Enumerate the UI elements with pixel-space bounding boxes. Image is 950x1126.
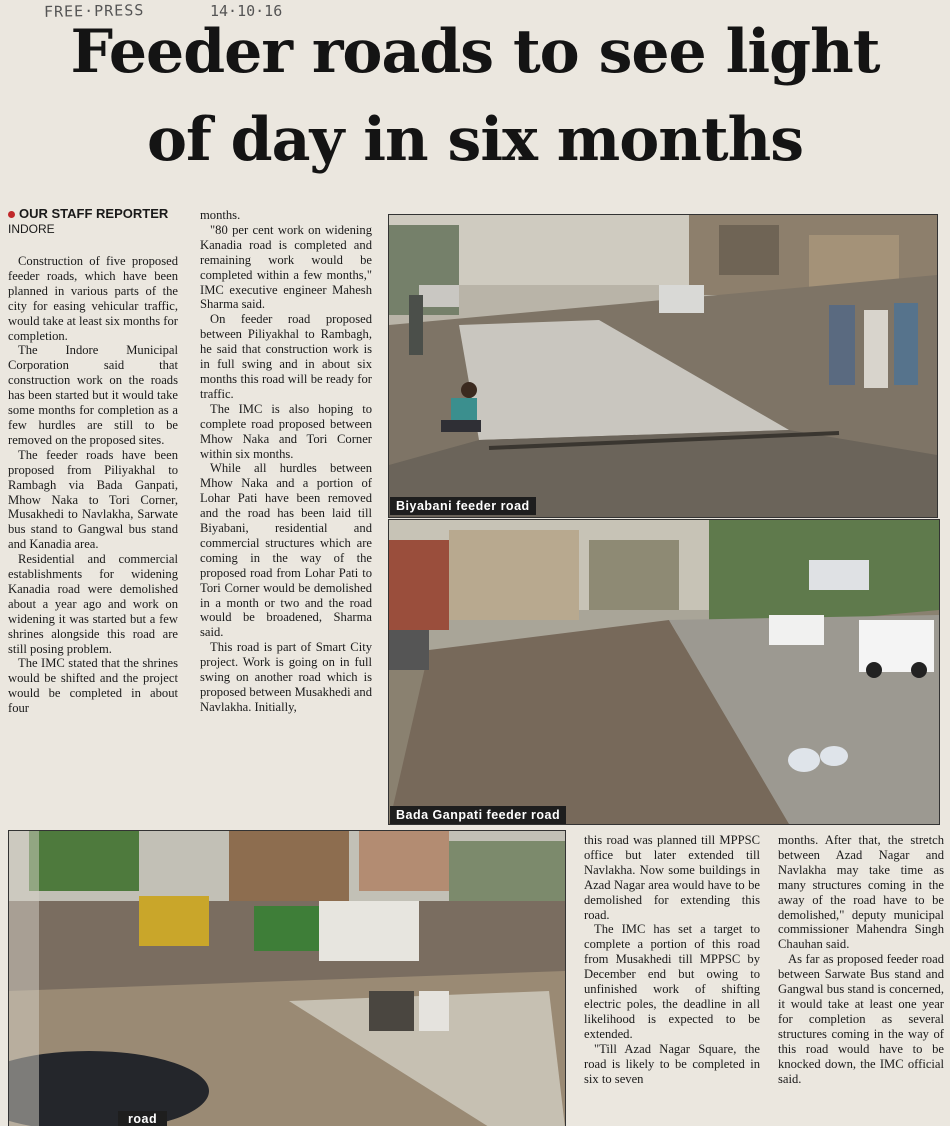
- paragraph: This road is part of Smart City project. Work is going on in full swing on another road which is proposed between Musakhedi and Navlakha. Initially,: [200, 640, 372, 714]
- paragraph: "Till Azad Nagar Square, the road is likely to be completed in six to seven: [584, 1041, 760, 1086]
- date-handwritten-note: 14·10·16: [210, 2, 283, 20]
- photo-third-road: [8, 830, 566, 1126]
- photo-bada-ganpati-road: [388, 519, 940, 825]
- paragraph: The Indore Municipal Corporation said that construction work on the roads has been started but it would take some months for completion as a few hurdles are still to be removed on the proposed sites.: [8, 343, 178, 447]
- photo-caption-bada-ganpati: Bada Ganpati feeder road: [390, 806, 566, 824]
- source-handwritten-note: FREE·PRESS: [43, 1, 145, 21]
- byline-text: OUR STAFF REPORTER: [19, 206, 169, 221]
- paragraph: Residential and commercial establishments for widening Kanadia road were demolished about a year ago and work on widening it was started but a few shrines alongside this road are still posing problem.: [8, 552, 178, 656]
- bullet-dot-icon: [8, 211, 15, 218]
- headline-line-2: of day in six months: [146, 105, 804, 175]
- paragraph: The feeder roads have been proposed from Piliyakhal to Rambagh via Bada Ganpati, Mhow Naka to Tori Corner, Musakhedi to Navlakha, Sarwate bus stand to Gangwal bus stand and Kanadia area.: [8, 447, 178, 552]
- photo-biyabani-illustration: [389, 215, 937, 517]
- headline-line-1: Feeder roads to see light: [70, 17, 880, 87]
- photo-biyabani-road: [388, 214, 938, 518]
- photo-caption-biyabani: Biyabani feeder road: [390, 497, 536, 515]
- paragraph: On feeder road proposed between Piliyakhal to Rambagh, he said that construction work is in full swing and in about six months this road will be ready for traffic.: [200, 312, 372, 401]
- article-column-1: [8, 254, 178, 824]
- article-column-4: [778, 833, 944, 1123]
- paragraph: The IMC stated that the shrines would be shifted and the project would be completed in about four: [8, 656, 178, 716]
- paragraph: months. After that, the stretch between Azad Nagar and Navlakha may take time as many structures coming in the away of the road have to be demolished," deputy municipal commissioner Mahendra Singh Chauhan said.: [778, 833, 944, 952]
- photo-third-road-illustration: [9, 831, 565, 1126]
- headline: [10, 8, 940, 184]
- paragraph: The IMC has set a target to complete a portion of this road from Musakhedi till MPPSC by December end but owing to unfinished work of shifting electric poles, the deadline in all likelihood is expected to be extended.: [584, 922, 760, 1041]
- dateline: INDORE: [8, 222, 55, 236]
- paragraph: While all hurdles between Mhow Naka and a portion of Lohar Pati have been removed and the road has been laid till Biyabani, residential and commercial structures which are coming in the way of the proposed road from Lohar Pati to Tori Corner would be demolished in a month or two and the road would be broadened, Sharma said.: [200, 461, 372, 640]
- paragraph: months.: [200, 208, 241, 222]
- paragraph: this road was planned till MPPSC office but later extended till Navlakha. Now some buildings in Azad Nagar area would have to be demolished for extending this road.: [584, 833, 760, 922]
- byline: [8, 206, 168, 221]
- photo-caption-third: road: [118, 1111, 167, 1126]
- photo-bada-ganpati-illustration: [389, 520, 939, 824]
- paragraph: Construction of five proposed feeder roads, which have been planned in various parts of the city for easing vehicular traffic, would take at least six months for completion.: [8, 254, 178, 343]
- article-column-2: [200, 208, 372, 824]
- article-column-3: [584, 833, 760, 1123]
- paragraph: The IMC is also hoping to complete road proposed between Mhow Naka and Tori Corner within six months.: [200, 401, 372, 461]
- paragraph: "80 per cent work on widening Kanadia road is completed and remaining work would be completed within a few months," IMC executive engineer Mahesh Sharma said.: [200, 222, 372, 312]
- paragraph: As far as proposed feeder road between Sarwate Bus stand and Gangwal bus stand is concerned, it would take at least one year for completion as several structures coming in the way of this road would have to be knocked down, the IMC official said.: [778, 952, 944, 1086]
